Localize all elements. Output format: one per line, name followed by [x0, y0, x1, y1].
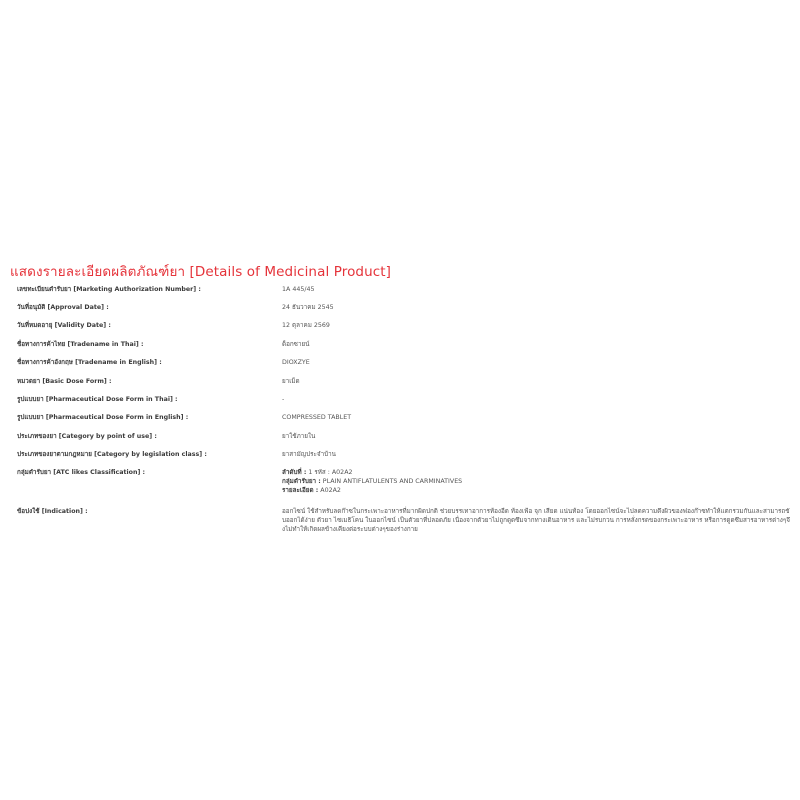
detail-label: ประเภทของยาตามกฎหมาย [Category by legislation class] : [17, 451, 207, 458]
detail-label: ชื่อทางการค้าอังกฤษ [Tradename in English] : [17, 359, 162, 366]
detail-label: เลขทะเบียนตำรับยา [Marketing Authorization Number] : [17, 286, 201, 293]
atc-value-block [282, 468, 792, 495]
page-title: แสดงรายละเอียดผลิตภัณฑ์ยา [Details of Medicinal Product] [10, 264, 392, 280]
detail-label: หมวดยา [Basic Dose Form] : [17, 378, 112, 385]
atc-detail-key: รายละเอียด : [282, 487, 319, 494]
detail-value: 24 ธันวาคม 2545 [282, 304, 334, 311]
detail-label: รูปแบบยา [Pharmaceutical Dose Form in Thai] : [17, 396, 178, 403]
atc-detail-line [282, 486, 792, 495]
detail-value: ยาสามัญประจำบ้าน [282, 451, 336, 458]
detail-label: วันที่อนุมัติ [Approval Date] : [17, 304, 109, 311]
atc-group-value: PLAIN ANTIFLATULENTS AND CARMINATIVES [322, 478, 463, 485]
detail-label: วันที่หมดอายุ [Validity Date] : [17, 322, 111, 329]
detail-label: ข้อบ่งใช้ [Indication] : [17, 508, 88, 515]
atc-sequence-value: 1 รหัส : A02A2 [308, 469, 353, 476]
detail-label: ประเภทของยา [Category by point of use] : [17, 433, 157, 440]
detail-value: COMPRESSED TABLET [282, 414, 352, 421]
atc-detail-value: A02A2 [320, 487, 341, 494]
detail-value: 12 ตุลาคม 2569 [282, 322, 330, 329]
detail-value: 1A 445/45 [282, 286, 315, 293]
detail-value: ด็อกซายน์ [282, 341, 310, 348]
detail-label: กลุ่มตำรับยา [ATC likes Classification] : [17, 469, 146, 476]
detail-value: ยาใช้ภายใน [282, 433, 316, 440]
atc-group-key: กลุ่มตำรับยา : [282, 478, 321, 485]
atc-sequence-line [282, 468, 792, 477]
atc-sequence-key: ลำดับที่ : [282, 469, 307, 476]
detail-value: - [282, 396, 285, 403]
detail-label: รูปแบบยา [Pharmaceutical Dose Form in English] : [17, 414, 189, 421]
detail-value: DIOXZYE [282, 359, 310, 366]
detail-value: ยาเม็ด [282, 378, 300, 385]
atc-group-line [282, 477, 792, 486]
indication-text: ออกไซน์ ใช้สำหรับลดก๊าซในกระเพาะอาหารที่มากผิดปกติ ช่วยบรรเทาอาการท้องอืด ท้องเฟ้อ จุก เสียด แน่นท้อง โดยออกไซน์จะไปลดความตึงผิวของฟองก๊าซทำให้แตกรวมกันและสามารถขับออกได้ง่าย ตัวยา ไซเมธิโคน ในออกไซน์ เป็นตัวยาที่ปลอดภัย เนื่องจากตัวยาไม่ถูกดูดซึมจากทางเดินอาหาร และไม่รบกวน การหลั่งกรดของกระเพาะอาหาร หรือการดูดซึมสารอาหารต่างๆจึงไม่ทำให้เกิดผลข้างเคียงต่อระบบต่างๆของร่างกาย [282, 508, 790, 533]
detail-label: ชื่อทางการค้าไทย [Tradename in Thai] : [17, 341, 144, 348]
